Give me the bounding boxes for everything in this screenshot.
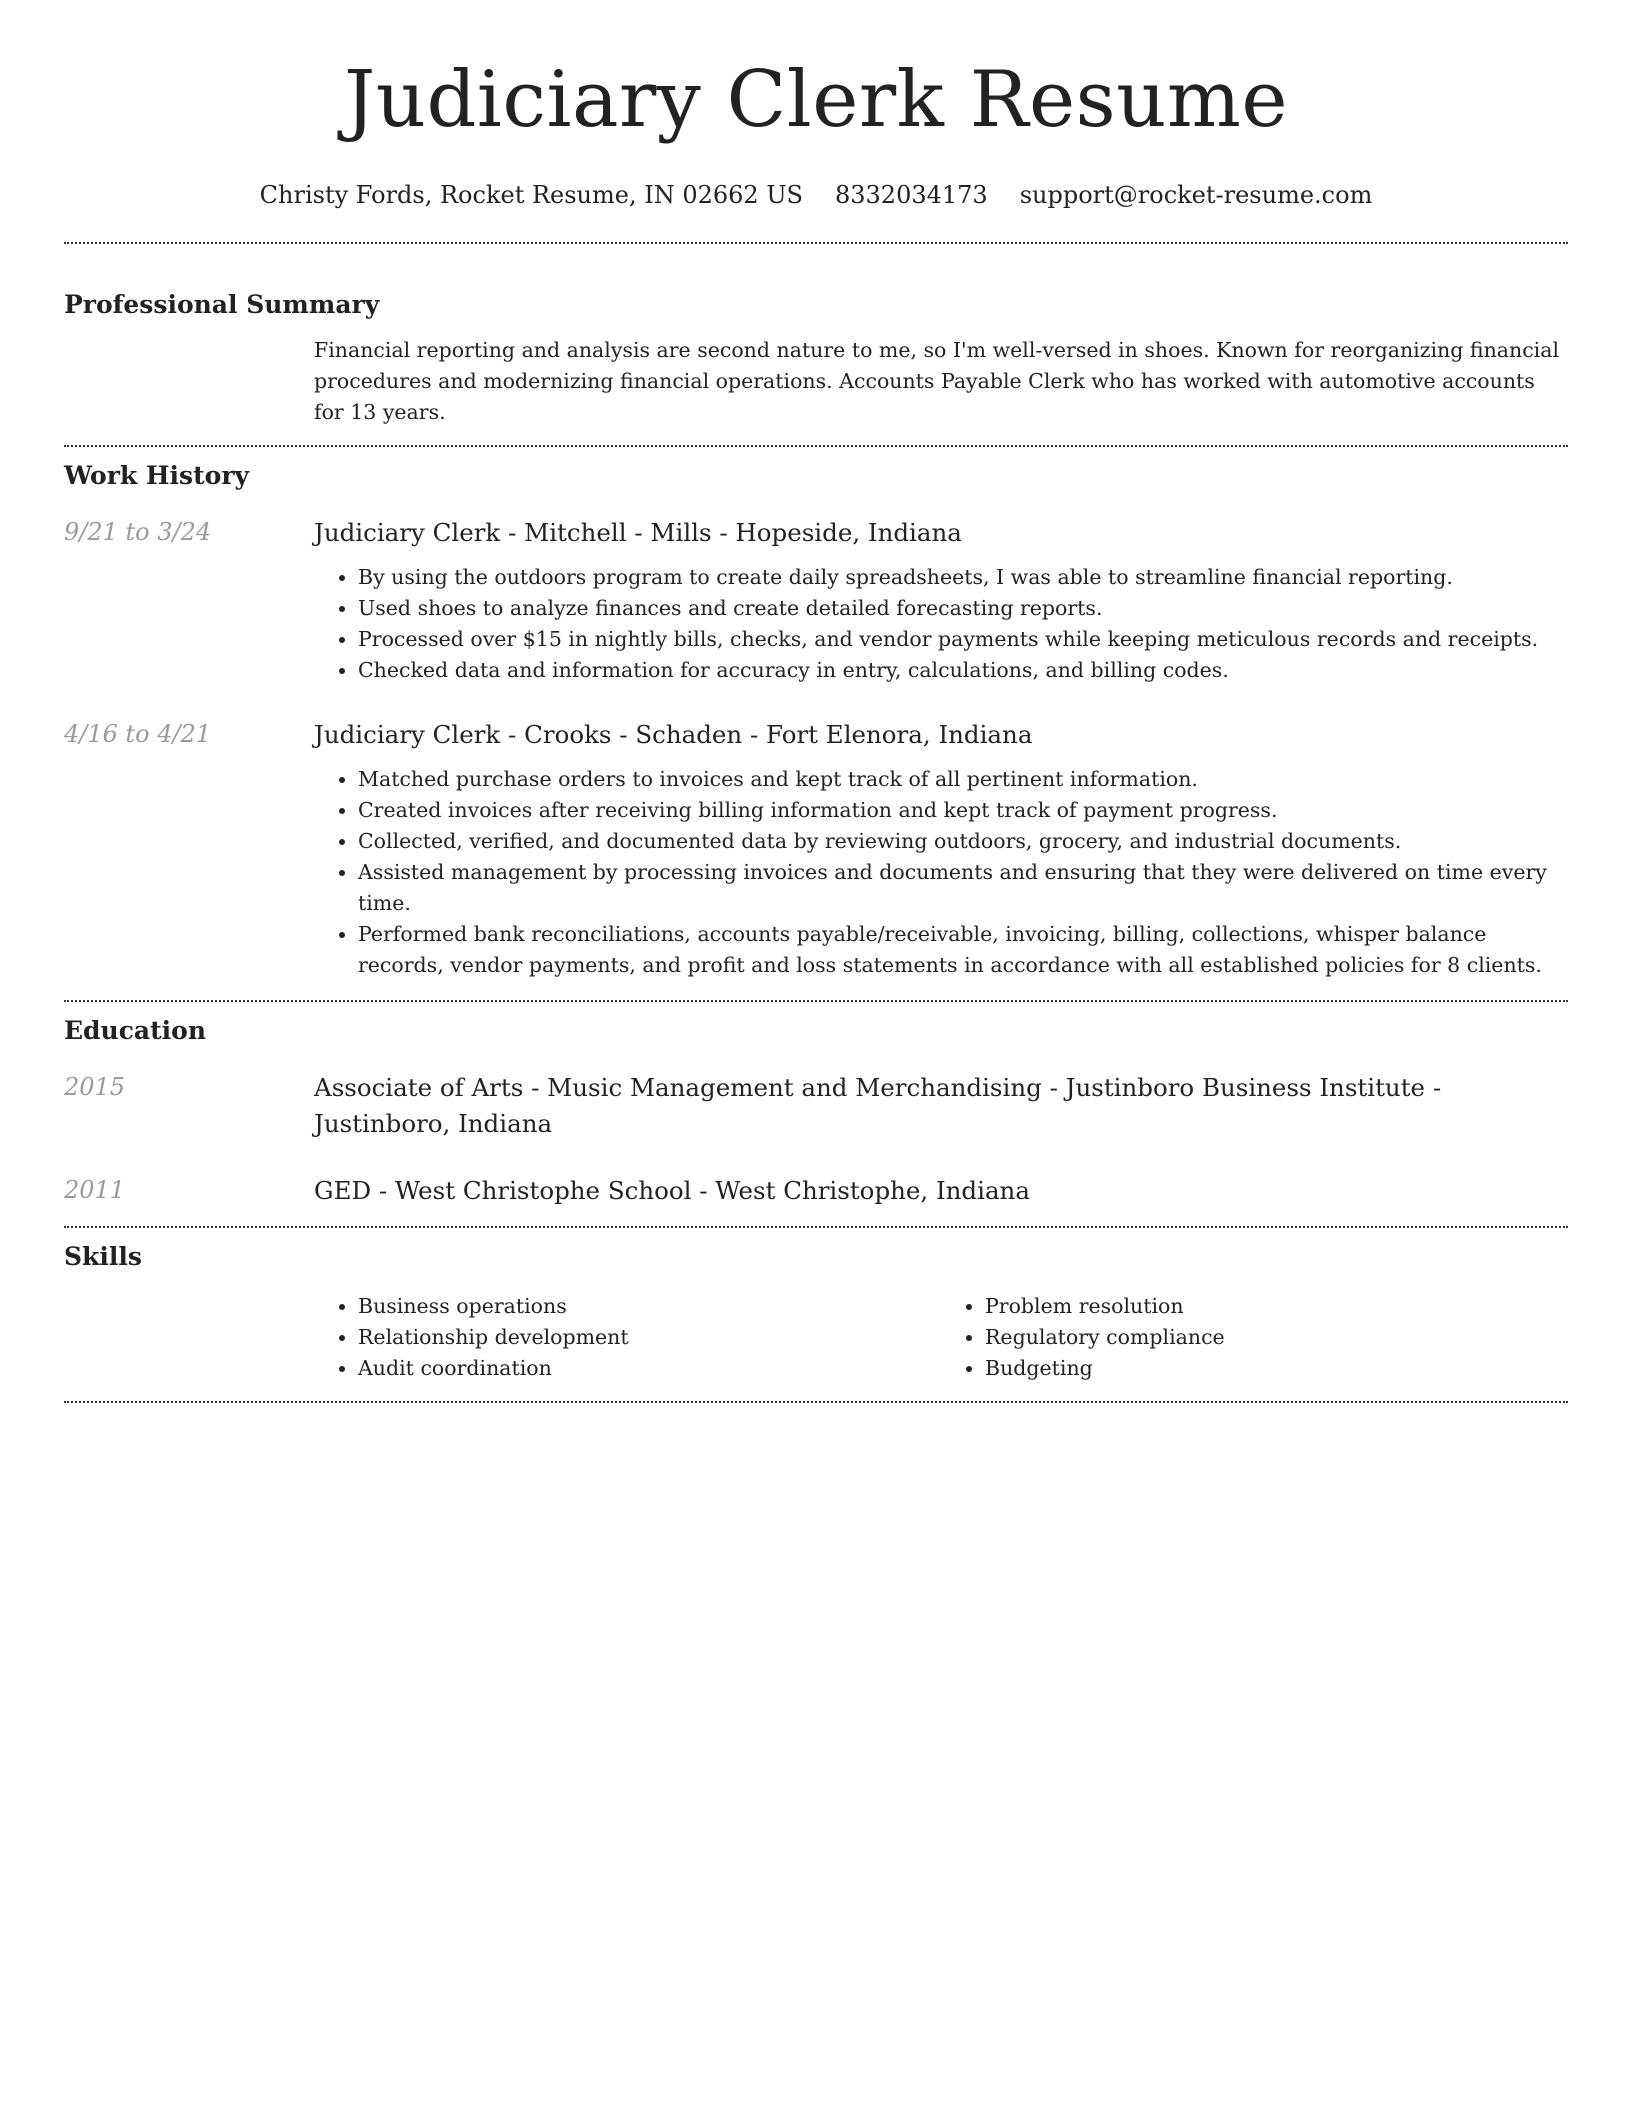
education-title: Associate of Arts - Music Management and Merchandising - Justinboro Business Institute - Justinboro, Indiana	[314, 1073, 1442, 1138]
list-item: • Checked data and information for accuracy in entry, calculations, and billing codes.	[358, 655, 1568, 686]
work-dates: 4/16 to 4/21	[64, 720, 212, 748]
summary-row	[64, 335, 1568, 428]
section-heading-skills: Skills	[64, 1242, 142, 1271]
work-entry	[64, 515, 1568, 686]
contact-phone: 8332034173	[835, 181, 988, 209]
divider	[64, 1226, 1568, 1228]
education-title: GED - West Christophe School - West Christophe, Indiana	[314, 1176, 1030, 1205]
skill-item: • Relationship development	[358, 1322, 941, 1353]
work-title: Judiciary Clerk - Crooks - Schaden - Fort Elenora, Indiana	[314, 720, 1033, 749]
work-entry	[64, 717, 1568, 981]
list-item: • Processed over $15 in nightly bills, checks, and vendor payments while keeping meticulous records and receipts.	[358, 624, 1568, 655]
skill-item: • Budgeting	[985, 1353, 1568, 1384]
skill-item: • Regulatory compliance	[985, 1322, 1568, 1353]
education-entry	[64, 1173, 1568, 1209]
list-item: • Performed bank reconciliations, accounts payable/receivable, invoicing, billing, collections, whisper balance records, vendor payments, and profit and loss statements in accordance with all established policies for 8 clients.	[358, 919, 1568, 981]
section-heading-work-history: Work History	[64, 461, 250, 490]
skill-item: • Problem resolution	[985, 1291, 1568, 1322]
work-dates: 9/21 to 3/24	[64, 518, 212, 546]
education-entry	[64, 1070, 1568, 1142]
list-item: • Assisted management by processing invoices and documents and ensuring that they were delivered on time every time.	[358, 857, 1568, 919]
skills-left-spacer	[64, 1291, 314, 1384]
divider	[64, 445, 1568, 447]
list-item: • Used shoes to analyze finances and create detailed forecasting reports.	[358, 593, 1568, 624]
section-heading-summary: Professional Summary	[64, 290, 380, 319]
summary-left-spacer	[64, 335, 314, 428]
skills-grid	[314, 1291, 1568, 1384]
divider	[64, 1401, 1568, 1403]
education-year: 2015	[64, 1073, 126, 1101]
work-title: Judiciary Clerk - Mitchell - Mills - Hopeside, Indiana	[314, 518, 962, 547]
summary-text: Financial reporting and analysis are second nature to me, so I'm well-versed in shoes. Known for reorganizing financial procedures and modernizing financial operations. Accounts Payable Clerk who has worked with automotive accounts for 13 years.	[314, 338, 1560, 424]
work-bullets	[314, 764, 1568, 981]
education-year: 2011	[64, 1176, 126, 1204]
list-item: • By using the outdoors program to create daily spreadsheets, I was able to streamline financial reporting.	[358, 562, 1568, 593]
contact-email: support@rocket-resume.com	[1019, 181, 1373, 209]
skills-list-left	[314, 1291, 941, 1384]
contact-address: Christy Fords, Rocket Resume, IN 02662 US	[259, 181, 803, 209]
section-heading-education: Education	[64, 1016, 207, 1045]
skills-row	[64, 1291, 1568, 1384]
skill-item: • Audit coordination	[358, 1353, 941, 1384]
work-bullets	[314, 562, 1568, 686]
divider	[64, 242, 1568, 244]
list-item: • Created invoices after receiving billing information and kept track of payment progress.	[358, 795, 1568, 826]
skills-list-right	[941, 1291, 1568, 1384]
skill-item: • Business operations	[358, 1291, 941, 1322]
contact-line	[64, 178, 1568, 212]
list-item: • Matched purchase orders to invoices and kept track of all pertinent information.	[358, 764, 1568, 795]
list-item: • Collected, verified, and documented data by reviewing outdoors, grocery, and industrial documents.	[358, 826, 1568, 857]
resume-title: Judiciary Clerk Resume	[343, 55, 1289, 145]
divider	[64, 1000, 1568, 1002]
